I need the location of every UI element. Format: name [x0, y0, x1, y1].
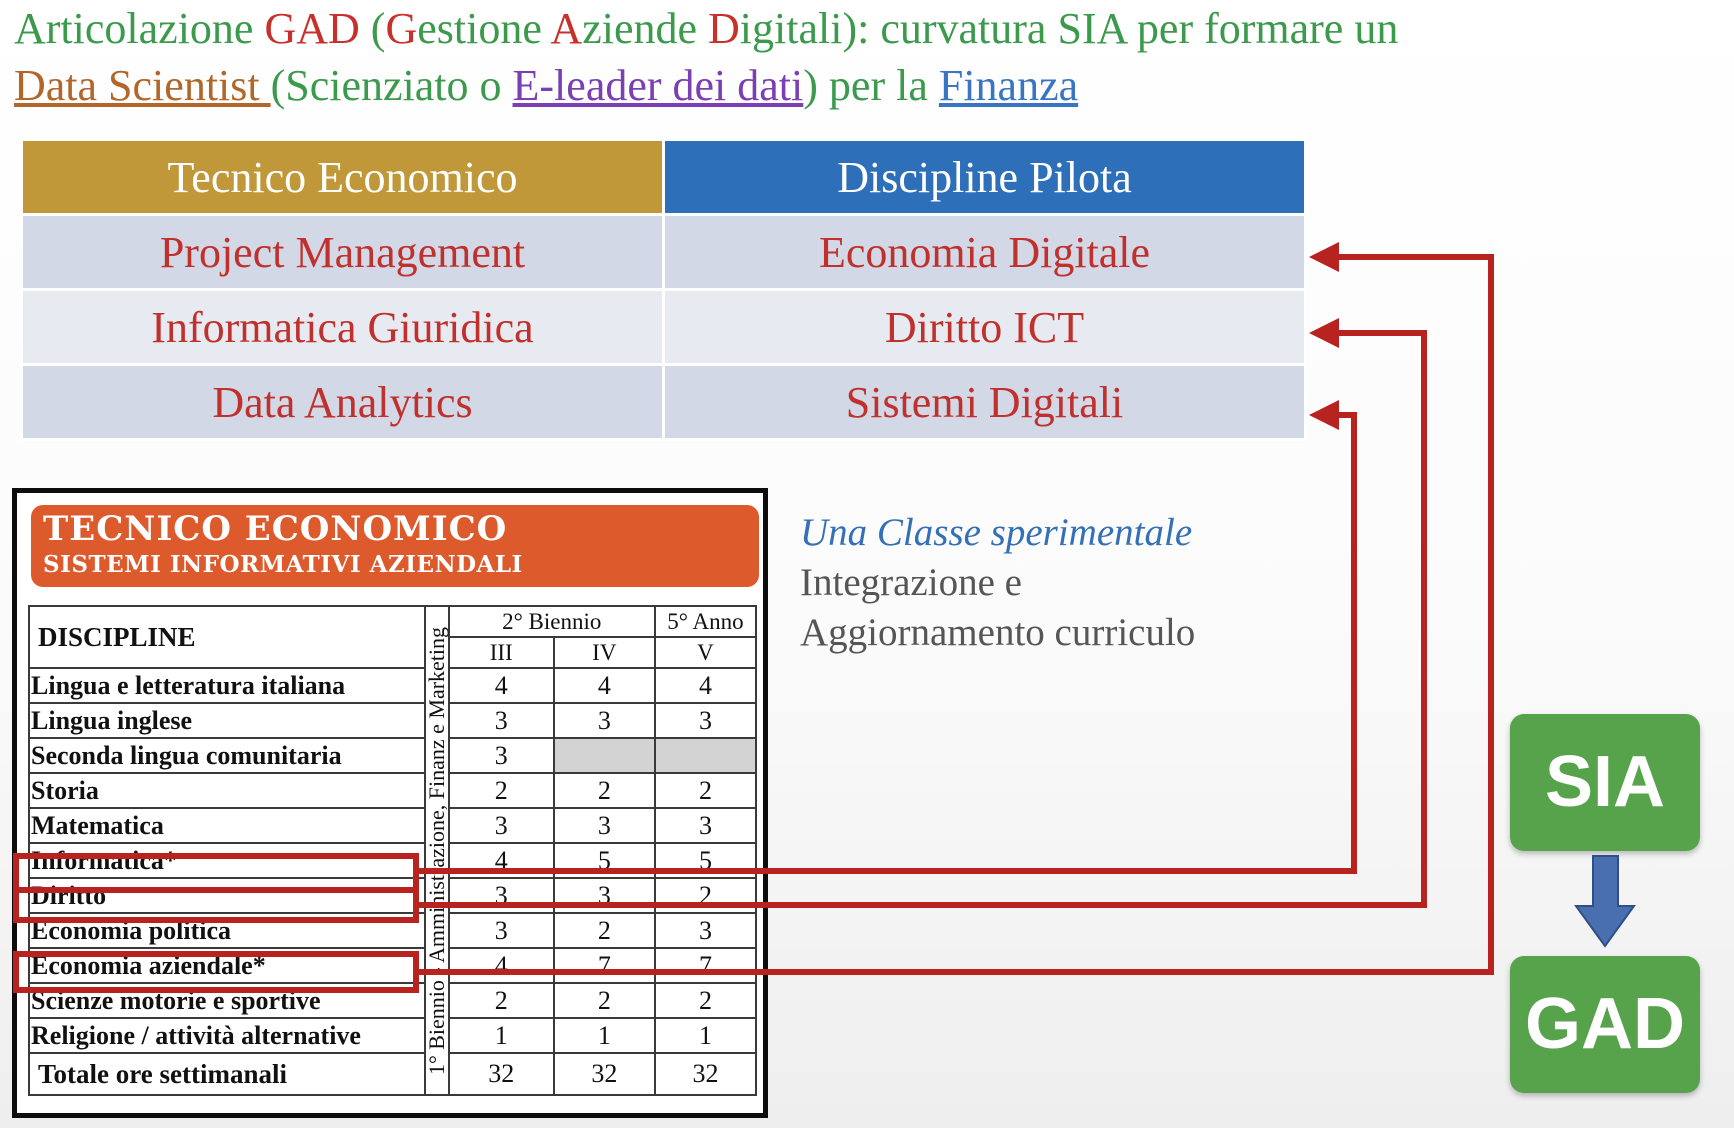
- hours-cell: 2: [554, 983, 655, 1018]
- note-line: Integrazione e: [800, 561, 1022, 604]
- title-text: estione: [417, 4, 551, 53]
- title-text: ) per la: [803, 61, 939, 110]
- year-header-iii: III: [449, 637, 554, 668]
- hours-cell: 3: [655, 808, 756, 843]
- sia-badge: SIA: [1510, 714, 1700, 851]
- title-text: ziende: [582, 4, 709, 53]
- connector-diritto-to-diritto-ict: [416, 333, 1424, 905]
- subject-name: Diritto: [29, 878, 425, 913]
- title-text: (: [359, 4, 386, 53]
- hours-cell: 2: [449, 773, 554, 808]
- title-text: igitali): curvatura SIA per formare un: [739, 4, 1399, 53]
- hours-cell: 2: [655, 983, 756, 1018]
- hours-cell: 3: [554, 808, 655, 843]
- hours-cell: 3: [655, 703, 756, 738]
- subject-name: Economia aziendale*: [29, 948, 425, 983]
- hours-cell: 2: [655, 878, 756, 913]
- total-cell: 32: [655, 1053, 756, 1095]
- hours-cell: 1: [449, 1018, 554, 1053]
- hours-cell: 5: [655, 843, 756, 878]
- hours-cell: 1: [655, 1018, 756, 1053]
- hours-cell: 7: [554, 948, 655, 983]
- subject-name: Lingua inglese: [29, 703, 425, 738]
- cell-data-analytics: Data Analytics: [22, 365, 664, 440]
- hours-cell: 3: [655, 913, 756, 948]
- gad-badge: GAD: [1510, 956, 1700, 1093]
- curriculum-title: TECNICO ECONOMICO: [43, 509, 508, 549]
- hours-cell: 4: [655, 668, 756, 703]
- note-line: Aggiornamento curriculo: [800, 611, 1196, 654]
- hours-cell: 4: [554, 668, 655, 703]
- curriculum-subtitle: SISTEMI INFORMATIVI AZIENDALI: [43, 551, 523, 578]
- hours-cell: 4: [449, 948, 554, 983]
- subject-name: Economia politica: [29, 913, 425, 948]
- note-title: Una Classe sperimentale: [800, 511, 1193, 554]
- highlight-box-economia-aziendale: [16, 954, 416, 990]
- hours-cell: 3: [449, 808, 554, 843]
- hours-cell: 3: [554, 878, 655, 913]
- hours-cell: 3: [449, 738, 554, 773]
- hours-cell: 2: [655, 773, 756, 808]
- title-text: Articolazione: [14, 4, 265, 53]
- hours-cell: 4: [449, 668, 554, 703]
- year-header-iv: IV: [554, 637, 655, 668]
- total-cell: 32: [554, 1053, 655, 1095]
- column-header-discipline: DISCIPLINE: [29, 606, 425, 668]
- hours-cell: 4: [449, 843, 554, 878]
- total-label: Totale ore settimanali: [29, 1053, 425, 1095]
- highlight-box-informatica: [16, 856, 416, 890]
- hours-cell: 3: [449, 703, 554, 738]
- subject-name: Storia: [29, 773, 425, 808]
- subject-name: Scienze motorie e sportive: [29, 983, 425, 1018]
- hours-cell: 3: [449, 913, 554, 948]
- connector-informatica-to-sistemi-digitali: [416, 415, 1354, 871]
- cell-project-management: Project Management: [22, 215, 664, 290]
- title-data-scientist-link[interactable]: Data Scientist: [14, 61, 271, 110]
- hours-cell: 2: [554, 913, 655, 948]
- subject-name: Seconda lingua comunitaria: [29, 738, 425, 773]
- cell-sistemi-digitali: Sistemi Digitali: [664, 365, 1306, 440]
- hours-cell: 3: [554, 703, 655, 738]
- title-initial-g: G: [385, 4, 418, 53]
- cell-informatica-giuridica: Informatica Giuridica: [22, 290, 664, 365]
- title-initial-a: A: [550, 4, 583, 53]
- header-tecnico-economico: Tecnico Economico: [22, 140, 664, 215]
- total-cell: 32: [449, 1053, 554, 1095]
- hours-cell: 1: [554, 1018, 655, 1053]
- connector-economia-aziendale-to-economia-digitale: [416, 257, 1491, 972]
- subject-name: Lingua e letteratura italiana: [29, 668, 425, 703]
- title-gad: GAD: [264, 4, 360, 53]
- group-header-biennio: 2° Biennio: [449, 606, 655, 637]
- title-e-leader-link[interactable]: E-leader dei dati: [512, 61, 804, 110]
- subject-name: Religione / attività alternative: [29, 1018, 425, 1053]
- title-initial-d: D: [708, 4, 740, 53]
- cell-diritto-ict: Diritto ICT: [664, 290, 1306, 365]
- hours-cell: 2: [449, 983, 554, 1018]
- subject-name: Matematica: [29, 808, 425, 843]
- hours-cell: 3: [449, 878, 554, 913]
- title-text: (Scienziato o: [270, 61, 513, 110]
- title-finanza-link[interactable]: Finanza: [938, 61, 1079, 110]
- highlight-box-diritto: [16, 890, 416, 920]
- cell-economia-digitale: Economia Digitale: [664, 215, 1306, 290]
- hours-cell: 2: [554, 773, 655, 808]
- hours-cell: 5: [554, 843, 655, 878]
- group-header-anno: 5° Anno: [655, 606, 756, 637]
- header-discipline-pilota: Discipline Pilota: [664, 140, 1306, 215]
- vertical-label: 1° Biennio - Amministrazione, Finanz e Marketing: [423, 626, 449, 1075]
- year-header-v: V: [655, 637, 756, 668]
- subject-name: Informatica*: [29, 843, 425, 878]
- hours-cell: 7: [655, 948, 756, 983]
- down-arrow-icon: [1576, 856, 1634, 946]
